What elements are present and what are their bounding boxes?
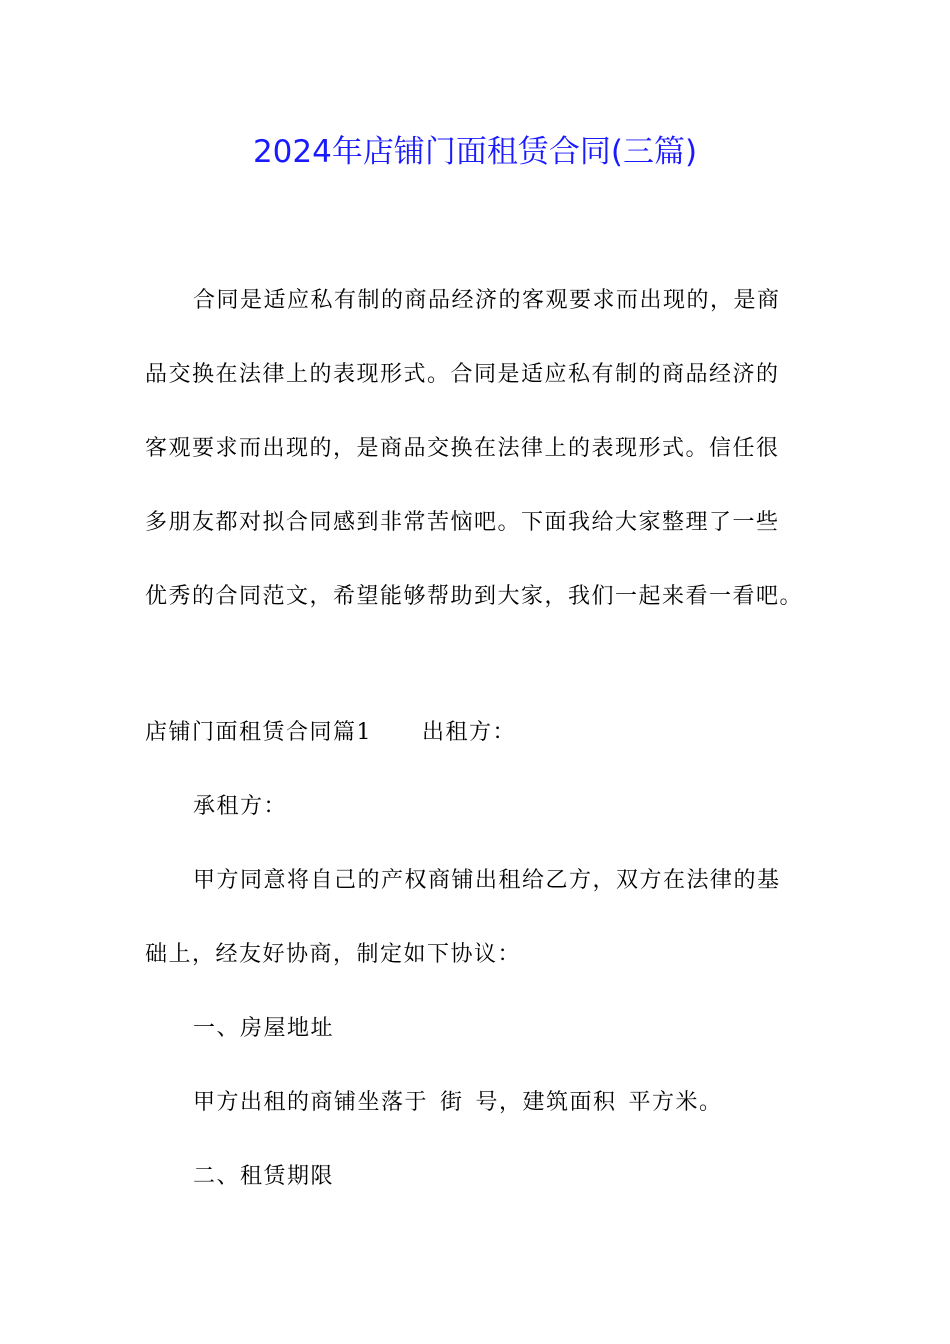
lessor-label: 出租方： [422, 720, 517, 745]
intro-line: 品交换在法律上的表现形式。合同是适应私有制的商品经济的 [145, 362, 780, 387]
clause-text-part: 街 [440, 1090, 464, 1115]
intro-line: 客观要求而出现的，是商品交换在法律上的表现形式。信任很 [145, 436, 780, 461]
agreement-line: 甲方同意将自己的产权商铺出租给乙方，双方在法律的基 [193, 868, 781, 893]
intro-paragraph [145, 264, 825, 634]
intro-line: 多朋友都对拟合同感到非常苦恼吧。下面我给大家整理了一些 [145, 510, 780, 535]
lessee-label: 承租方： [193, 794, 288, 819]
agreement-line: 础上，经友好协商，制定如下协议： [145, 942, 522, 967]
clause-title: 二、租赁期限 [193, 1164, 335, 1189]
clause-text-part: 号，建筑面积 [475, 1090, 617, 1115]
intro-line: 合同是适应私有制的商品经济的客观要求而出现的，是商 [193, 288, 781, 313]
section-heading: 店铺门面租赁合同篇1 [145, 720, 372, 745]
clause-text-part: 平方米。 [628, 1090, 723, 1115]
clause-title: 一、房屋地址 [193, 1016, 335, 1041]
document-title: 2024年店铺门面租赁合同(三篇) [252, 134, 698, 170]
section-heading-line [145, 696, 825, 770]
contract-section-1 [145, 696, 825, 1214]
clause-text-part: 甲方出租的商铺坐落于 [193, 1090, 429, 1115]
clause-text [145, 1066, 825, 1140]
intro-line: 优秀的合同范文，希望能够帮助到大家，我们一起来看一看吧。 [145, 584, 804, 609]
